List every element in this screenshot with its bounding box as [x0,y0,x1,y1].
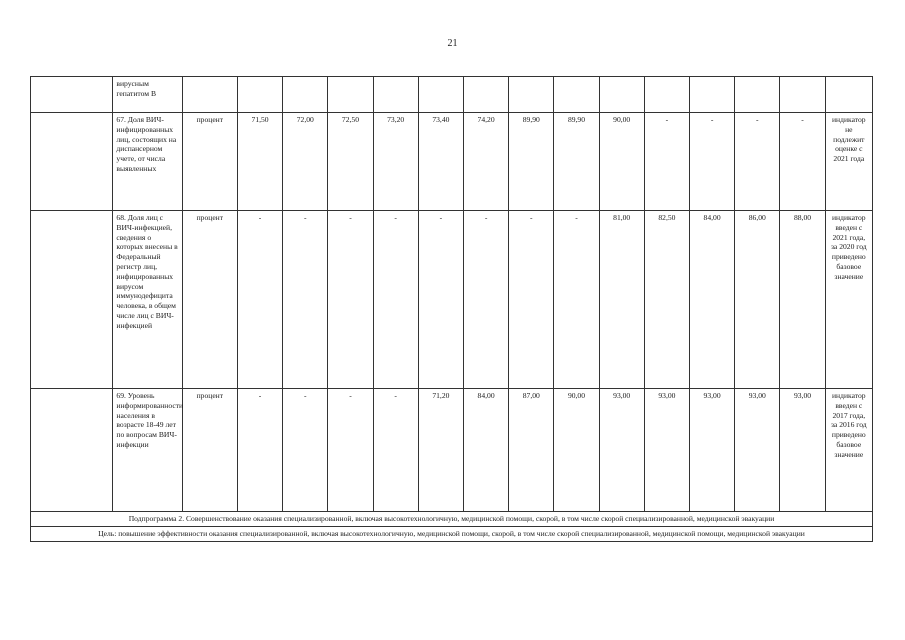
value-cell: 90,00 [599,113,644,211]
indicator-name: 69. Уровень информированности населения в возрасте 18-49 лет по вопросам ВИЧ-инфекции [113,389,182,512]
empty-cell [283,77,328,113]
value-cell: 74,20 [463,113,508,211]
value-cell: 71,50 [237,113,282,211]
empty-cell [463,77,508,113]
empty-cell [31,389,113,512]
value-cell: - [463,211,508,389]
goal-row [31,527,873,542]
empty-cell [31,77,113,113]
empty-cell [31,211,113,389]
value-cell: - [283,211,328,389]
value-cell: 84,00 [690,211,735,389]
subprogram-row [31,512,873,527]
note-cell: индикатор не подлежит оценке с 2021 года [825,113,872,211]
value-cell: - [328,389,373,512]
empty-cell [644,77,689,113]
value-cell: 86,00 [735,211,780,389]
unit-cell: процент [182,113,237,211]
value-cell: 93,00 [644,389,689,512]
indicators-table [30,76,873,542]
value-cell: 88,00 [780,211,825,389]
value-cell: 72,00 [283,113,328,211]
empty-cell [373,77,418,113]
indicator-name: 67. Доля ВИЧ-инфицированных лиц, состоящих на диспансерном учете, от числа выявленных [113,113,182,211]
indicator-name: вирусным гепатитом В [113,77,182,113]
value-cell: - [237,211,282,389]
value-cell: 84,00 [463,389,508,512]
value-cell: 93,00 [735,389,780,512]
value-cell: 73,20 [373,113,418,211]
value-cell: - [373,389,418,512]
unit-cell: процент [182,389,237,512]
empty-cell [780,77,825,113]
value-cell: 89,90 [509,113,554,211]
value-cell: - [418,211,463,389]
value-cell: - [644,113,689,211]
value-cell: - [735,113,780,211]
table-row [31,211,873,389]
goal-text: Цель: повышение эффективности оказания специализированной, включая высокотехнологичную, медицинской помощи, скорой, в том числе скорой специализированной, медицинской помощи, медицинской эвакуации [31,527,873,542]
value-cell: - [554,211,599,389]
value-cell: - [283,389,328,512]
empty-cell [690,77,735,113]
value-cell: 93,00 [599,389,644,512]
value-cell: - [328,211,373,389]
value-cell: - [509,211,554,389]
value-cell: 93,00 [780,389,825,512]
empty-cell [237,77,282,113]
value-cell: 71,20 [418,389,463,512]
table-row [31,389,873,512]
empty-cell [182,77,237,113]
value-cell: 90,00 [554,389,599,512]
value-cell: 93,00 [690,389,735,512]
empty-cell [599,77,644,113]
value-cell: 87,00 [509,389,554,512]
value-cell: 81,00 [599,211,644,389]
table-row-continued [31,77,873,113]
note-cell: индикатор введен с 2021 года, за 2020 год приведено базовое значение [825,211,872,389]
indicator-name: 68. Доля лиц с ВИЧ-инфекцией, сведения о которых внесены в Федеральный регистр лиц, инфицированных вирусом иммунодефицита человека, в общем числе лиц с ВИЧ-инфекцией [113,211,182,389]
value-cell: - [690,113,735,211]
value-cell: 73,40 [418,113,463,211]
table-row [31,113,873,211]
subprogram-title: Подпрограмма 2. Совершенствование оказания специализированной, включая высокотехнологичную, медицинской помощи, скорой, в том числе скорой специализированной, медицинской эвакуации [31,512,873,527]
empty-cell [328,77,373,113]
value-cell: - [237,389,282,512]
empty-cell [509,77,554,113]
empty-cell [825,77,872,113]
value-cell: - [373,211,418,389]
unit-cell: процент [182,211,237,389]
value-cell: 82,50 [644,211,689,389]
page-number: 21 [447,38,458,49]
empty-cell [31,113,113,211]
value-cell: - [780,113,825,211]
note-cell: индикатор введен с 2017 года, за 2016 год приведено базовое значение [825,389,872,512]
empty-cell [554,77,599,113]
empty-cell [735,77,780,113]
value-cell: 72,50 [328,113,373,211]
value-cell: 89,90 [554,113,599,211]
empty-cell [418,77,463,113]
